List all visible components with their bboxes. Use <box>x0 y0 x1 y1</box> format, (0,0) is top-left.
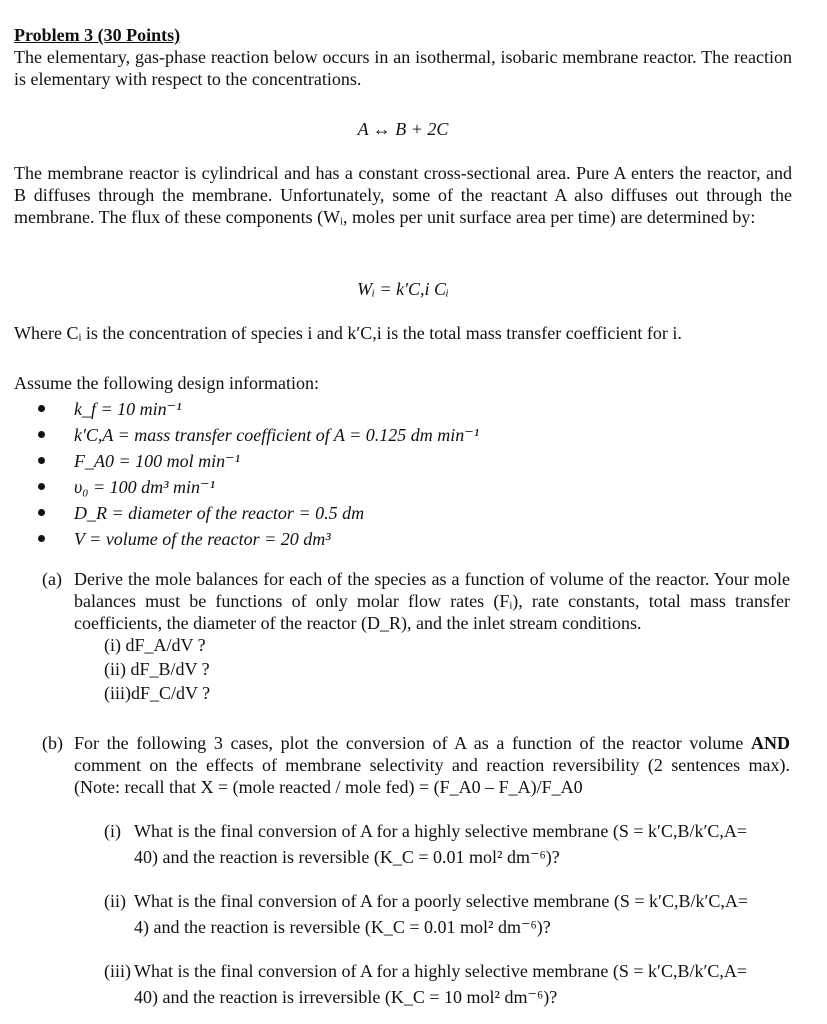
design-item: D_R = diameter of the reactor = 0.5 dm <box>14 500 792 526</box>
design-item: k′C,A = mass transfer coefficient of A = 0.125 dm min⁻¹ <box>14 422 792 448</box>
part-a-subitem: (iii)dF_C/dV ? <box>104 683 211 703</box>
case-line-1: What is the final conversion of A for a poorly selective membrane (S = k′C,B/k′C,A= <box>134 891 749 911</box>
membrane-paragraph: The membrane reactor is cylindrical and has a constant cross-sectional area. Pure A enters the reactor, and B diffuses through the membrane. Unfortunately, some of the reactant A also diffuses out through the membrane. The flux of these components (Wᵢ, moles per unit surface area per time) are determined by: <box>14 163 792 227</box>
bullet-icon <box>38 405 45 412</box>
case-line-1: What is the final conversion of A for a highly selective membrane (S = k′C,B/k′C,A= <box>134 961 748 981</box>
flux-equation: Wᵢ = k′C,i Cᵢ <box>357 279 449 299</box>
where-paragraph: Where Cᵢ is the concentration of species i and k′C,i is the total mass transfer coefficient for i. <box>14 323 682 343</box>
part-b-text-pre: For the following 3 cases, plot the conversion of A as a function of the reactor volume <box>74 733 744 753</box>
assume-heading: Assume the following design information: <box>14 373 319 393</box>
part-a-subitems <box>104 634 210 706</box>
part-a-label: (a) <box>42 569 62 589</box>
part-b-label: (b) <box>42 733 63 753</box>
bullet-icon <box>38 457 45 464</box>
case-line-2: 40) and the reaction is reversible (K_C = 0.01 mol² dm⁻⁶)? <box>134 847 560 867</box>
part-a-subitem: (ii) dF_B/dV ? <box>104 659 210 679</box>
part-a-subitem: (i) dF_A/dV ? <box>104 635 206 655</box>
design-item: υ₀ = 100 dm³ min⁻¹ <box>14 474 792 500</box>
part-b-text <box>74 732 790 798</box>
case-label: (iii) <box>104 961 131 981</box>
bullet-icon <box>38 431 45 438</box>
case-label: (ii) <box>104 891 126 911</box>
part-b-text-post: comment on the effects of membrane selectivity and reaction reversibility (2 sentences max). (Note: recall that X = (mole reacted / mole fed) = (F_A0 – F_A)/F_A0 <box>74 755 790 797</box>
design-item: k_f = 10 min⁻¹ <box>14 396 792 422</box>
bullet-icon <box>38 535 45 542</box>
reaction-equation: A ↔ B + 2C <box>357 119 449 139</box>
bullet-icon <box>38 483 45 490</box>
bullet-icon <box>38 509 45 516</box>
design-item: V = volume of the reactor = 20 dm³ <box>14 526 792 552</box>
case-line-1: What is the final conversion of A for a highly selective membrane (S = k′C,B/k′C,A= <box>134 821 748 841</box>
design-info-list <box>14 396 792 552</box>
case-line-2: 4) and the reaction is reversible (K_C = 0.01 mol² dm⁻⁶)? <box>134 917 551 937</box>
part-b-text-bold: AND <box>751 733 791 753</box>
case-line-2: 40) and the reaction is irreversible (K_C = 10 mol² dm⁻⁶)? <box>134 987 558 1007</box>
problem-title: Problem 3 (30 Points) <box>14 25 181 45</box>
part-a-text: Derive the mole balances for each of the species as a function of volume of the reactor. Your mole balances must be functions of only molar flow rates (Fᵢ), rate constants, total mass transfer coefficients, the diameter of the reactor (D_R), and the inlet stream conditions. <box>74 569 790 633</box>
design-item: F_A0 = 100 mol min⁻¹ <box>14 448 792 474</box>
case-label: (i) <box>104 821 121 841</box>
intro-paragraph: The elementary, gas-phase reaction below occurs in an isothermal, isobaric membrane reactor. The reaction is elementary with respect to the concentrations. <box>14 47 792 89</box>
